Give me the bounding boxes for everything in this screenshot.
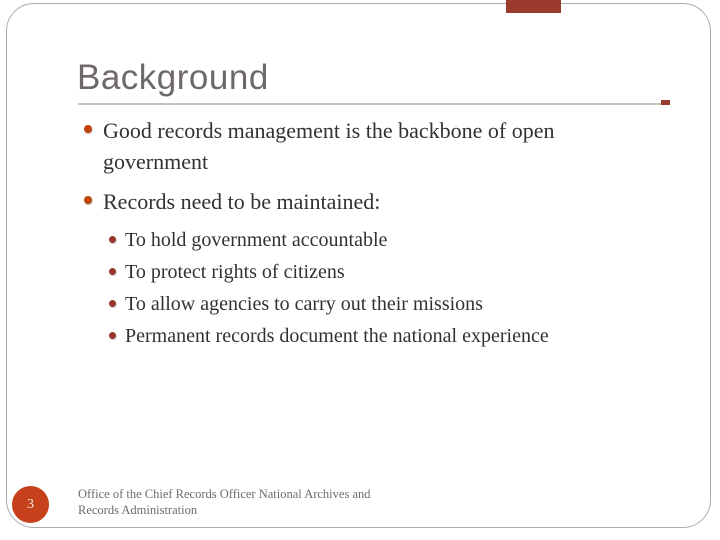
- list-item: [109, 256, 609, 288]
- list-item: [109, 320, 609, 352]
- page-number: 3: [27, 496, 34, 512]
- bullet-dot-icon: [84, 125, 92, 133]
- sub-bullet-dot-icon: [109, 268, 116, 275]
- footer-line-1: Office of the Chief Records Officer National Archives and: [78, 487, 371, 501]
- sub-bullet-list: [109, 224, 609, 352]
- footer-text: [78, 486, 408, 518]
- page-number-badge: [12, 486, 49, 523]
- sub-bullet-dot-icon: [109, 300, 116, 307]
- sub-bullet-dot-icon: [109, 236, 116, 243]
- list-item: [84, 115, 608, 177]
- list-item: [84, 186, 608, 217]
- bullet-list: [84, 115, 609, 352]
- bullet-text: To hold government accountable: [125, 229, 388, 251]
- top-accent-tab: [506, 0, 561, 13]
- sub-bullet-dot-icon: [109, 332, 116, 339]
- bullet-text: To allow agencies to carry out their missions: [125, 293, 483, 315]
- bullet-text: To protect rights of citizens: [125, 261, 345, 283]
- bullet-dot-icon: [84, 196, 92, 204]
- slide-title: Background: [77, 58, 269, 97]
- list-item: [109, 288, 609, 320]
- bullet-text: Permanent records document the national experience: [125, 325, 549, 347]
- bullet-text: Good records management is the backbone of open government: [103, 118, 555, 174]
- footer-line-2: Records Administration: [78, 503, 198, 517]
- list-item: [109, 224, 609, 256]
- title-underline-accent: [661, 100, 670, 105]
- title-underline: [78, 103, 661, 105]
- bullet-text: Records need to be maintained:: [103, 189, 381, 214]
